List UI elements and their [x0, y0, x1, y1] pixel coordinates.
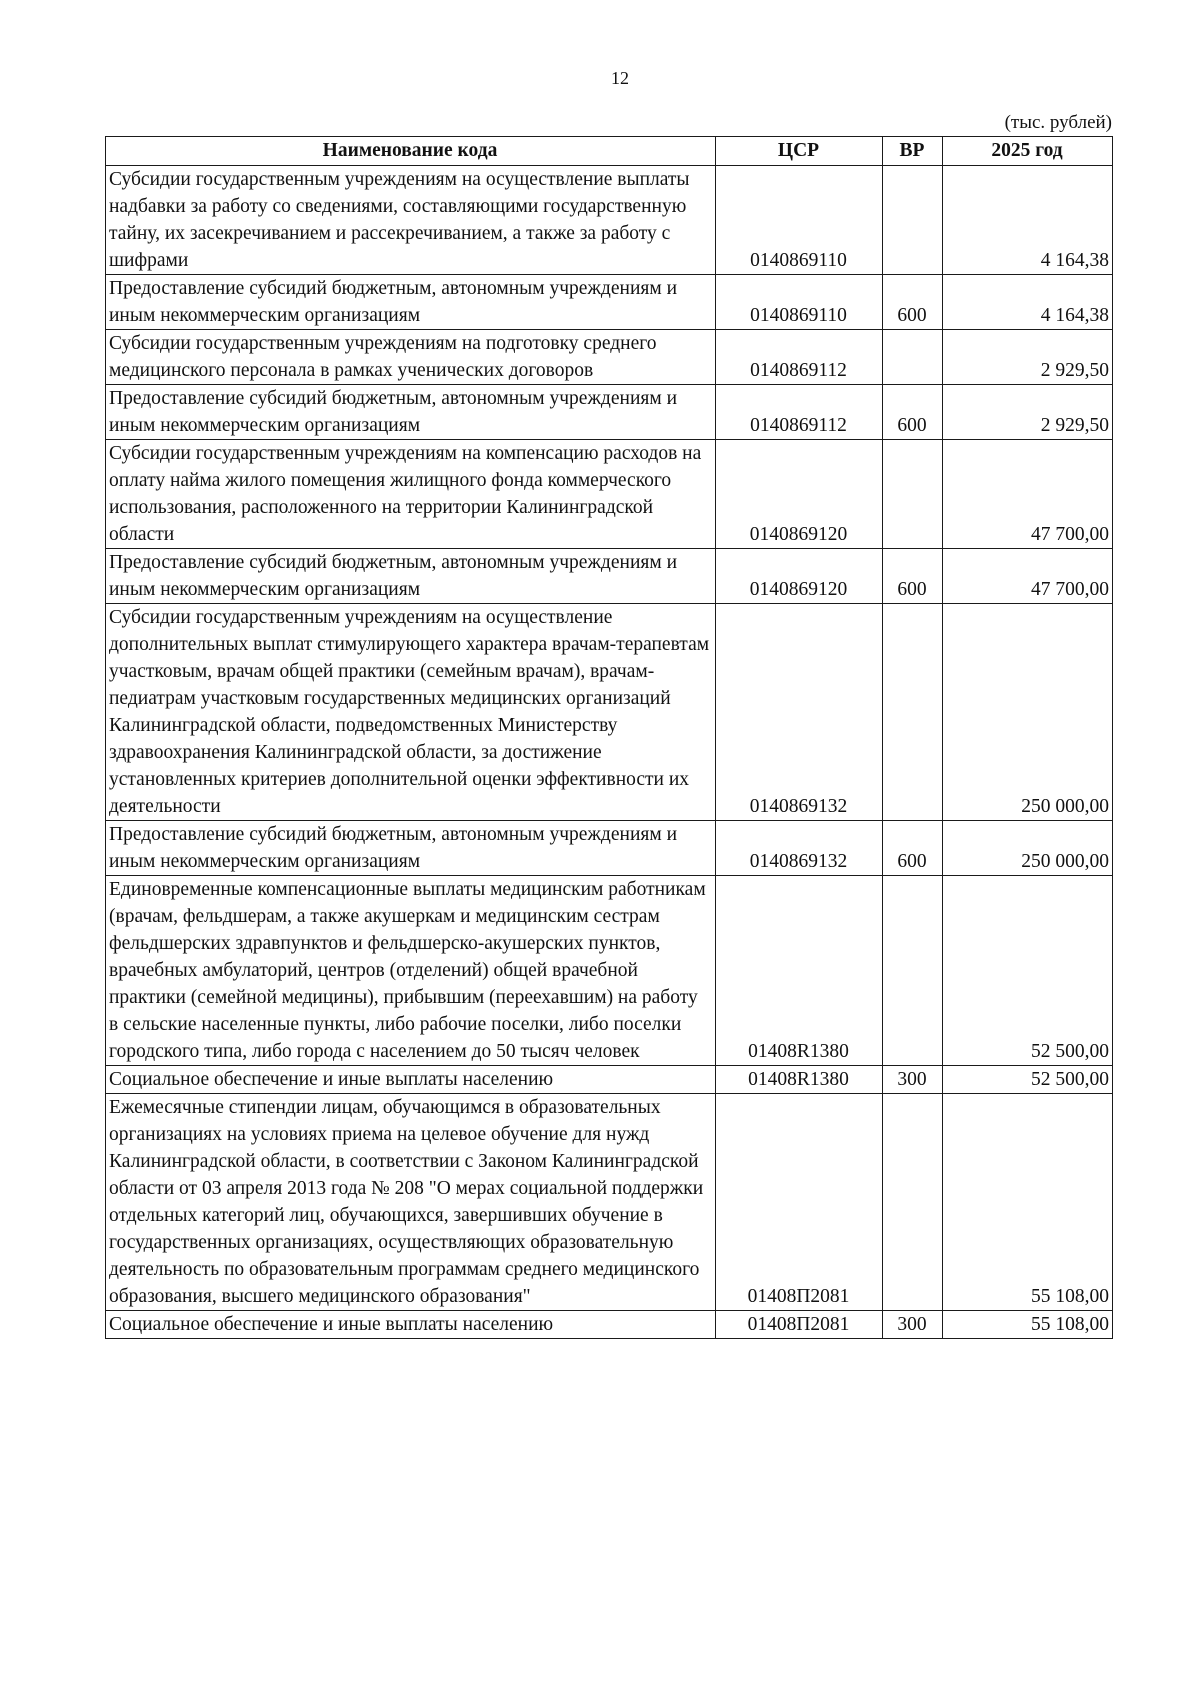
row-name: Предоставление субсидий бюджетным, автономным учреждениям и иным некоммерческим организациям: [106, 385, 716, 440]
row-csr: 01408R1380: [716, 876, 883, 1066]
row-csr: 0140869132: [716, 821, 883, 876]
row-csr: 0140869110: [716, 166, 883, 275]
row-name: Субсидии государственным учреждениям на осуществление выплаты надбавки за работу со сведениями, составляющими государственную тайну, их засекречиванием и рассекречиванием, а также за работу с шифрами: [106, 166, 716, 275]
header-csr: ЦСР: [716, 137, 883, 166]
row-csr: 0140869132: [716, 604, 883, 821]
row-vr: 300: [883, 1066, 943, 1094]
units-note: (тыс. рублей): [1004, 112, 1112, 133]
table-row: [106, 1311, 1113, 1339]
table-row: [106, 604, 1113, 821]
row-csr: 0140869110: [716, 275, 883, 330]
row-csr: 0140869120: [716, 440, 883, 549]
row-vr: 600: [883, 821, 943, 876]
table-row: [106, 440, 1113, 549]
header-sum: 2025 год: [943, 137, 1113, 166]
row-name: Единовременные компенсационные выплаты медицинским работникам (врачам, фельдшерам, а также акушеркам и медицинским сестрам фельдшерских здравпунктов и фельдшерско-акушерских пунктов, врачебных амбулаторий, центров (отделений) общей врачебной практики (семейной медицины), прибывшим (переехавшим) на работу в сельские населенные пункты, либо рабочие поселки, либо поселки городского типа, либо города с населением до 50 тысяч человек: [106, 876, 716, 1066]
table-row: [106, 385, 1113, 440]
row-name: Предоставление субсидий бюджетным, автономным учреждениям и иным некоммерческим организациям: [106, 549, 716, 604]
row-csr: 01408П2081: [716, 1094, 883, 1311]
table-row: [106, 821, 1113, 876]
table-row: [106, 876, 1113, 1066]
row-vr: [883, 1094, 943, 1311]
row-vr: [883, 440, 943, 549]
row-vr: 600: [883, 275, 943, 330]
budget-table: [105, 136, 1113, 1339]
row-sum: 47 700,00: [943, 440, 1113, 549]
row-vr: [883, 876, 943, 1066]
row-sum: 47 700,00: [943, 549, 1113, 604]
row-vr: 600: [883, 385, 943, 440]
row-sum: 250 000,00: [943, 821, 1113, 876]
row-sum: 2 929,50: [943, 385, 1113, 440]
row-sum: 2 929,50: [943, 330, 1113, 385]
row-name: Субсидии государственным учреждениям на подготовку среднего медицинского персонала в рамках ученических договоров: [106, 330, 716, 385]
row-vr: 600: [883, 549, 943, 604]
row-name: Социальное обеспечение и иные выплаты населению: [106, 1311, 716, 1339]
table-row: [106, 549, 1113, 604]
row-csr: 01408R1380: [716, 1066, 883, 1094]
row-name: Ежемесячные стипендии лицам, обучающимся в образовательных организациях на условиях приема на целевое обучение для нужд Калининградской области, в соответствии с Законом Калининградской области от 03 апреля 2013 года № 208 "О мерах социальной поддержки отдельных категорий лиц, обучающихся, завершивших обучение в государственных организациях, осуществляющих образовательную деятельность по образовательным программам среднего медицинского образования, высшего медицинского образования": [106, 1094, 716, 1311]
row-csr: 01408П2081: [716, 1311, 883, 1339]
row-sum: 52 500,00: [943, 876, 1113, 1066]
row-sum: 4 164,38: [943, 275, 1113, 330]
table-row: [106, 275, 1113, 330]
table-row: [106, 166, 1113, 275]
row-csr: 0140869112: [716, 385, 883, 440]
row-sum: 250 000,00: [943, 604, 1113, 821]
table-row: [106, 330, 1113, 385]
row-sum: 55 108,00: [943, 1094, 1113, 1311]
row-name: Социальное обеспечение и иные выплаты населению: [106, 1066, 716, 1094]
row-sum: 4 164,38: [943, 166, 1113, 275]
row-name: Субсидии государственным учреждениям на компенсацию расходов на оплату найма жилого помещения жилищного фонда коммерческого использования, расположенного на территории Калининградской области: [106, 440, 716, 549]
table-row: [106, 1066, 1113, 1094]
row-name: Предоставление субсидий бюджетным, автономным учреждениям и иным некоммерческим организациям: [106, 821, 716, 876]
row-vr: [883, 604, 943, 821]
row-vr: [883, 330, 943, 385]
table-row: [106, 1094, 1113, 1311]
row-csr: 0140869120: [716, 549, 883, 604]
row-vr: 300: [883, 1311, 943, 1339]
row-name: Субсидии государственным учреждениям на осуществление дополнительных выплат стимулирующего характера врачам-терапевтам участковым, врачам общей практики (семейным врачам), врачам-педиатрам участковым государственных медицинских организаций Калининградской области, подведомственных Министерству здравоохранения Калининградской области, за достижение установленных критериев дополнительной оценки эффективности их деятельности: [106, 604, 716, 821]
page-number: 12: [611, 68, 629, 88]
row-csr: 0140869112: [716, 330, 883, 385]
header-name: Наименование кода: [106, 137, 716, 166]
row-vr: [883, 166, 943, 275]
row-sum: 52 500,00: [943, 1066, 1113, 1094]
header-vr: ВР: [883, 137, 943, 166]
row-sum: 55 108,00: [943, 1311, 1113, 1339]
table-header-row: [106, 137, 1113, 166]
row-name: Предоставление субсидий бюджетным, автономным учреждениям и иным некоммерческим организациям: [106, 275, 716, 330]
